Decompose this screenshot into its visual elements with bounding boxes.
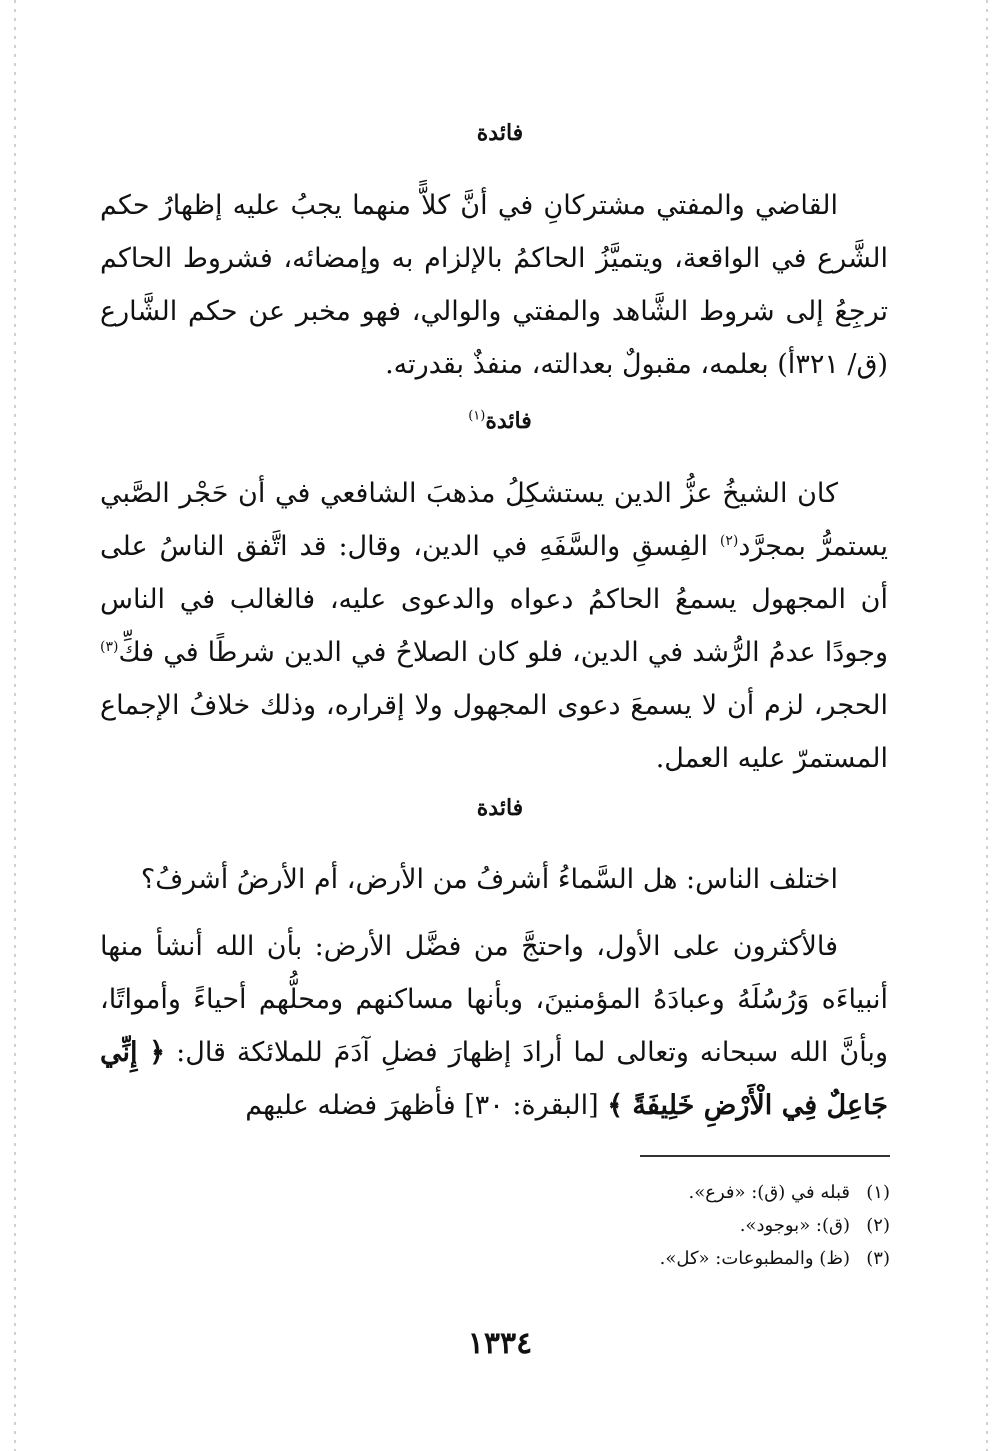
footnote-1 <box>290 1176 890 1209</box>
footnote-marker-2: (٢) <box>719 533 739 549</box>
paragraph-2-part-a: كان الشيخُ عزُّ الدين يستشكِلُ مذهبَ الشافعي في أن حَجْر الصَّبي يستمرُّ بمجرَّد <box>100 478 888 562</box>
footnote-divider <box>640 1155 890 1157</box>
paragraph-2-part-c: الحجر، لزم أن لا يسمعَ دعوى المجهول ولا إقراره، وذلك خلافُ الإجماع المستمرّ عليه العمل. <box>100 690 888 774</box>
heading-footnote-marker: (١) <box>468 408 486 424</box>
footnote-3-text: (ظ) والمطبوعات: «كل». <box>659 1248 850 1269</box>
section-heading-1: فائدة <box>476 120 524 146</box>
scan-edge-left <box>14 0 16 1451</box>
footnote-2-text: (ق): «بوجود». <box>739 1215 850 1236</box>
paragraph-heaven-earth-question: اختلف الناس: هل السَّماءُ أشرفُ من الأرض، أم الأرضُ أشرفُ؟ <box>140 864 838 895</box>
paragraph-2-part-b: الفِسقِ والسَّفَهِ في الدين، وقال: قد اتَّفق الناسُ على أن المجهول يسمعُ الحاكمُ دعواه والدعوى عليه، فالغالب في الناس وجودًا عدمُ الرُّشد في الدين، فلو كان الصلاحُ في الدين شرطًا في فكِّ <box>100 531 888 668</box>
section-heading-3: فائدة <box>476 795 524 821</box>
paragraph-majority-view <box>100 920 888 1132</box>
footnote-2 <box>290 1209 890 1242</box>
paragraph-judge-mufti: القاضي والمفتي مشتركانِ في أنَّ كلاًّ منهما يجبُ عليه إظهارُ حكم الشَّرع في الواقعة، ويتميَّزُ الحاكمُ بالإلزام به وإمضائه، فشروط الحاكم ترجِعُ إلى شروط الشَّاهد والمفتي والوالي، فهو مخبر عن حكم الشَّارع (ق/ ٣٢١أ) بعلمه، مقبولٌ بعدالته، منفذٌ بقدرته. <box>100 190 888 380</box>
footnote-1-text: قبله في (ق): «فرع». <box>688 1182 850 1203</box>
section-heading-2 <box>0 408 1000 434</box>
footnote-2-number: (٢) <box>866 1215 890 1236</box>
footnote-3-number: (٣) <box>866 1248 890 1269</box>
scan-edge-right <box>986 0 988 1451</box>
paragraph-4-part-b: [البقرة: ٣٠] فأظهرَ فضله عليهم <box>245 1090 608 1121</box>
footnote-3 <box>290 1242 890 1275</box>
paragraph-izz-al-din <box>100 467 888 785</box>
section-heading-2-text: فائدة <box>485 408 532 434</box>
page-number: ١٣٣٤ <box>467 1326 533 1361</box>
quran-verse: ﴿ إِنِّي جَاعِلٌ فِي الْأَرْضِ خَلِيفَةً ﴾ <box>100 1037 888 1121</box>
footnotes <box>290 1176 890 1275</box>
footnote-marker-3: (٣) <box>100 639 119 655</box>
footnote-1-number: (١) <box>866 1182 890 1203</box>
paragraph-4-part-a: فالأكثرون على الأول، واحتجَّ من فضَّل الأرض: بأن الله أنشأ منها أنبياءَه وَرُسُلَهُ وعبادَهُ المؤمنينَ، وبأنها مساكنهم ومحلُّهم أحياءً وأمواتًا، وبأنَّ الله سبحانه وتعالى لما أرادَ إظهارَ فضلِ آدَمَ للملائكة قال: <box>100 931 888 1068</box>
